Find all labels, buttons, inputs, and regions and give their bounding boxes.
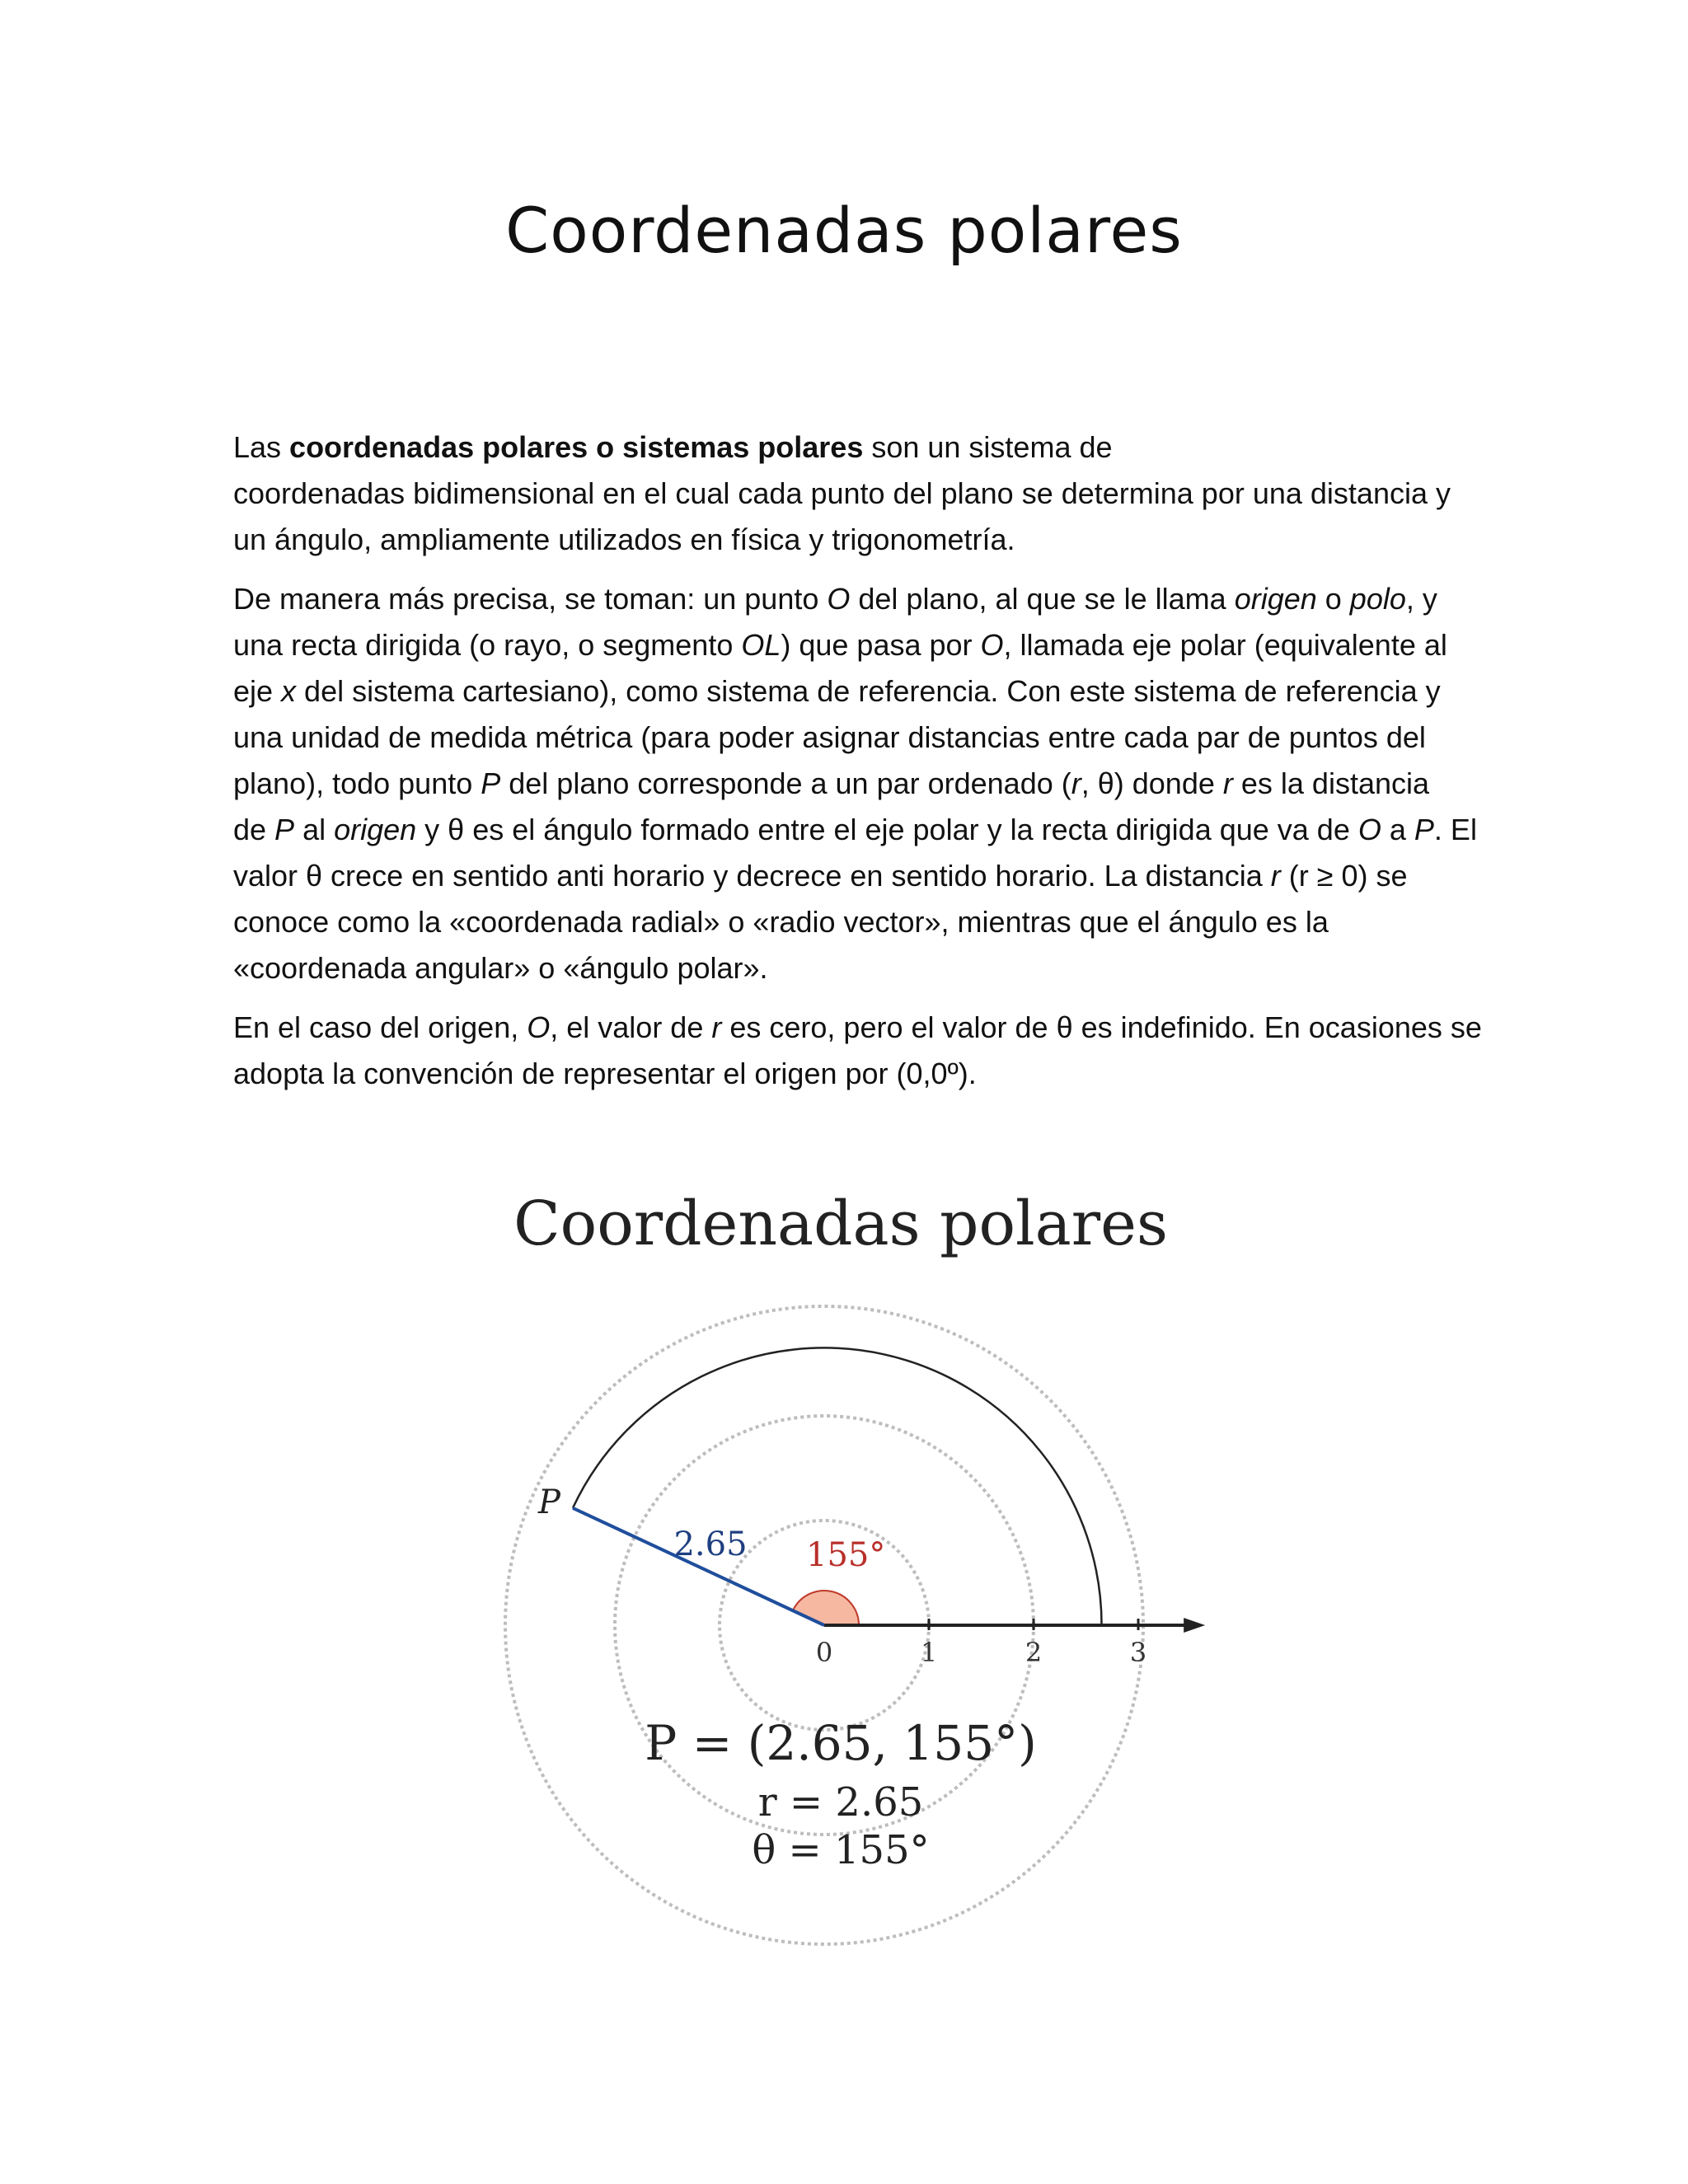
tick-label-3: 3 (1129, 1637, 1147, 1668)
radius-label: 2.65 (673, 1525, 748, 1563)
figure-title: Coordenadas polares (513, 1188, 1168, 1259)
polar-coordinates-figure (486, 1183, 1228, 1974)
polar-diagram (486, 1183, 1228, 1974)
angle-sweep-arc (573, 1347, 1102, 1625)
paragraph-1: Las coordenadas polares o sistemas polares son un sistema de coordenadas bidimensional en el cual cada punto del plano se determina por una distancia y un ángulo, ampliamente utilizados en física y trigonometría. (233, 430, 1451, 556)
angle-label: 155° (806, 1536, 886, 1574)
tick-label-0: 0 (815, 1637, 833, 1668)
point-label: P (537, 1483, 560, 1521)
paragraph-2: De manera más precisa, se toman: un punto O del plano, al que se le llama origen o polo, y una recta dirigida (o rayo, o segmento OL) que pasa por O, llamada eje polar (equivalente al eje x del sistema cartesiano), como sistema de referencia. Con este sistema de referencia y una unidad de medida métrica (para poder asignar distancias entre cada par de puntos del plano), todo punto P del plano corresponde a un par ordenado (r, θ) donde r es la distancia de P al origen y θ es el ángulo formado entre el eje polar y la recta dirigida que va de O a P. El valor θ crece en sentido anti horario y decrece en sentido horario. La distancia r (r ≥ 0) se conoce como la «coordenada radial» o «radio vector», mientras que el ángulo es la «coordenada angular» o «ángulo polar». (233, 582, 1477, 985)
tick-label-1: 1 (920, 1637, 938, 1668)
equation-point: P = (2.65, 155°) (645, 1715, 1037, 1771)
body-text (233, 424, 1482, 1110)
axis-arrowhead (1184, 1618, 1205, 1633)
angle-wedge (793, 1591, 859, 1625)
tick-label-2: 2 (1025, 1637, 1043, 1668)
equation-r: r = 2.65 (757, 1779, 924, 1825)
paragraph-3: En el caso del origen, O, el valor de r es cero, pero el valor de θ es indefinido. En ocasiones se adopta la convención de representar el origen por (0,0º). (233, 1010, 1482, 1090)
page-title: Coordenadas polares (505, 194, 1183, 267)
equation-theta: θ = 155° (752, 1827, 930, 1873)
